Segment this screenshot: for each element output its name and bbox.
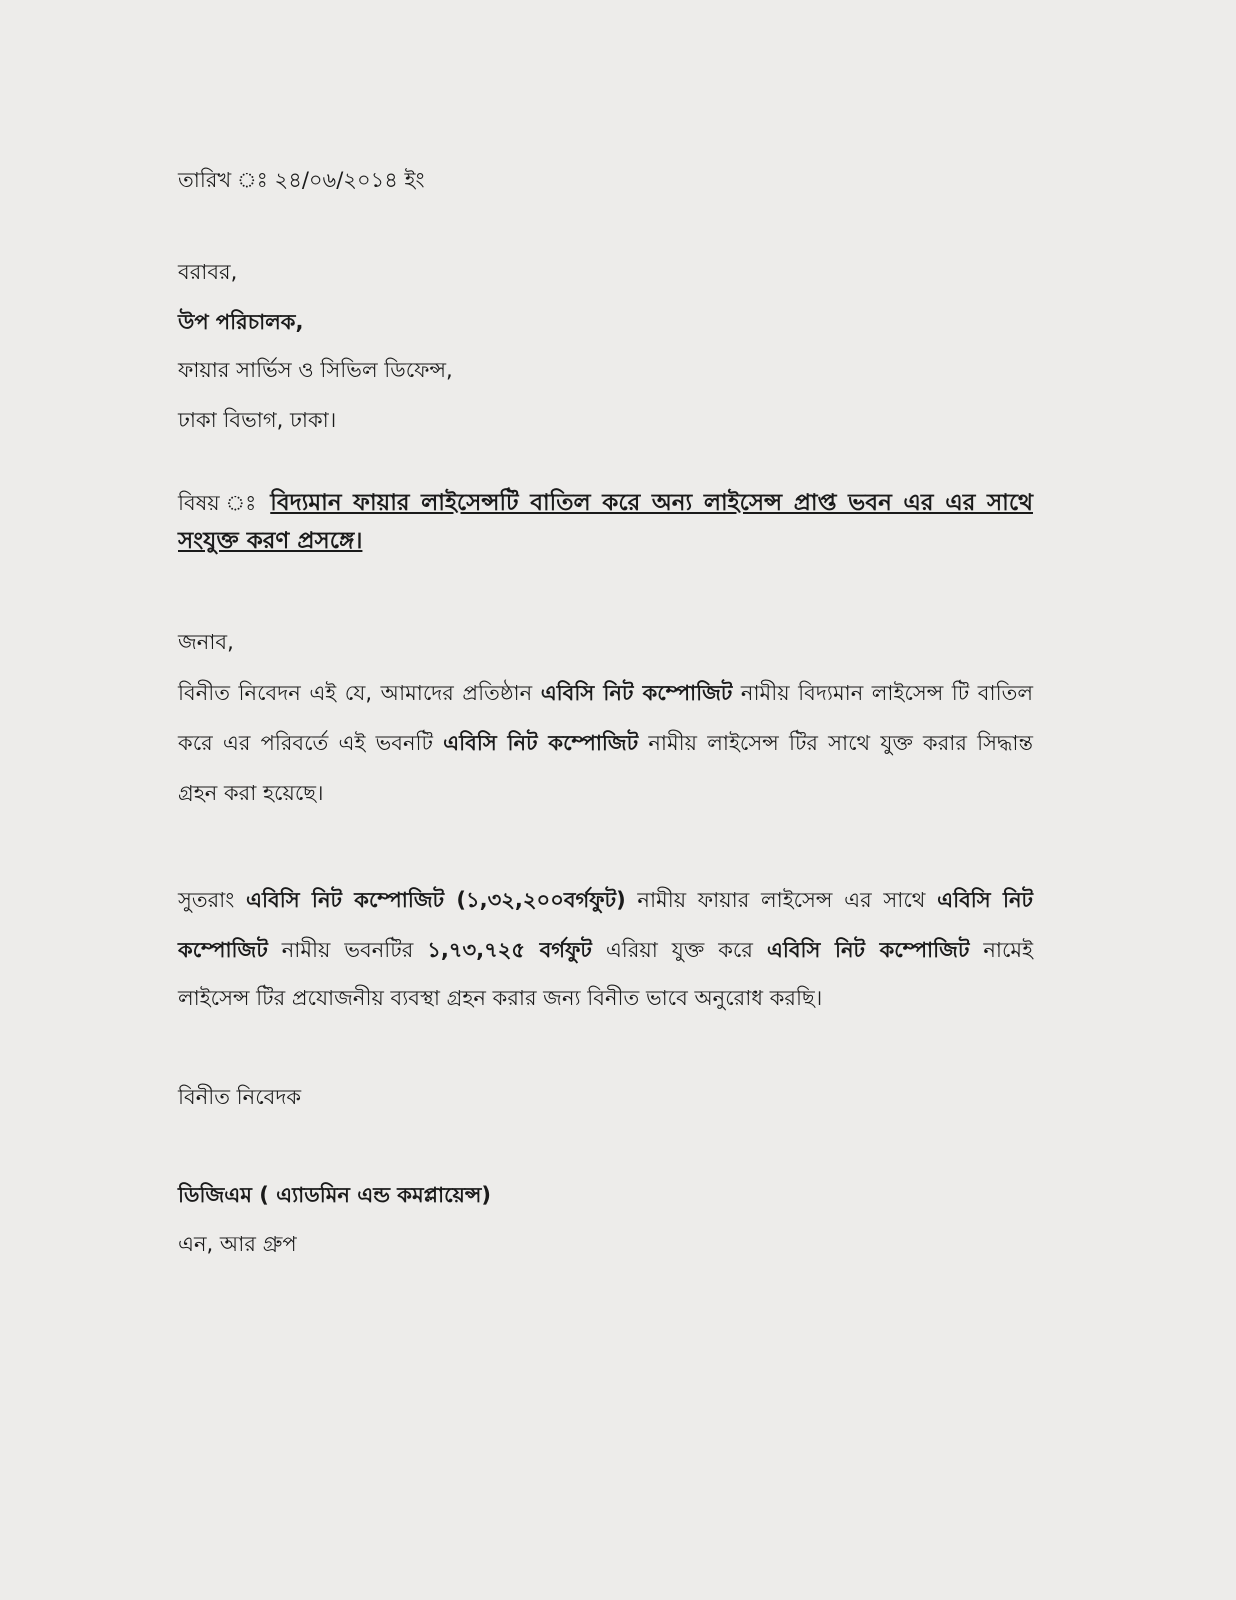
company-name: এবিসি নিট কম্পোজিট <box>540 681 733 705</box>
signatory-title: ডিজিএম ( এ্যাডমিন এন্ড কমপ্লায়েন্স) <box>178 1183 492 1207</box>
para2-line <box>178 935 1033 965</box>
recipient-office: ফায়ার সার্ভিস ও সিভিল ডিফেন্স, <box>178 358 453 382</box>
closing: বিনীত নিবেদক <box>178 1085 302 1109</box>
text: নামীয় লাইসেন্স টির সাথে যুক্ত করার সিদ্ধান্ত <box>638 731 1033 755</box>
letter-date: তারিখ ঃ ২৪/০৬/২০১৪ ইং <box>178 168 425 192</box>
company-name: এবিসি নিট কম্পোজিট <box>766 938 970 962</box>
recipient-designation: উপ পরিচালক, <box>178 310 304 334</box>
text: এরিয়া যুক্ত করে <box>591 938 767 962</box>
text: নামীয় বিদ্যমান লাইসেন্স টি বাতিল <box>732 681 1033 705</box>
subject-line-1 <box>178 488 1033 518</box>
para1-line <box>178 678 1033 708</box>
subject-label: বিষয় ঃ <box>178 491 260 515</box>
salutation: জনাব, <box>178 630 234 654</box>
text: নামীয় ভবনটির <box>267 938 428 962</box>
recipient-location: ঢাকা বিভাগ, ঢাকা। <box>178 408 337 432</box>
company-name: এবিসি নিট কম্পোজিট <box>443 731 639 755</box>
text: সুতরাং <box>178 888 247 912</box>
area-value: ১,৭৩,৭২৫ বর্গফুট <box>427 938 592 962</box>
subject-text: বিদ্যমান ফায়ার লাইসেন্সটি বাতিল করে অন্য লাইসেন্স প্রাপ্ত ভবন এর এর সাথে <box>270 490 1033 516</box>
text: নামীয় ফায়ার লাইসেন্স এর সাথে <box>625 888 938 912</box>
text: বিনীত নিবেদন এই যে, আমাদের প্রতিষ্ঠান <box>178 681 541 705</box>
para2-line <box>178 885 1033 915</box>
company-name: কম্পোজিট <box>178 938 268 962</box>
para1-line: গ্রহন করা হয়েছে। <box>178 781 324 805</box>
subject-line-2 <box>178 526 362 556</box>
text: করে এর পরিবর্তে এই ভবনটি <box>178 731 444 755</box>
company-name: এবিসি নিট কম্পোজিট (১,৩২,২০০বর্গফুট) <box>246 888 626 912</box>
text: নামেই <box>969 938 1033 962</box>
signatory-org: এন, আর গ্রুপ <box>178 1232 297 1256</box>
para2-line: লাইসেন্স টির প্রযোজনীয় ব্যবস্থা গ্রহন করার জন্য বিনীত ভাবে অনুরোধ করছি। <box>178 986 823 1010</box>
subject-text-continued: সংযুক্ত করণ প্রসঙ্গে। <box>178 528 363 554</box>
para1-line <box>178 728 1033 758</box>
recipient-to: বরাবর, <box>178 260 238 284</box>
company-name: এবিসি নিট <box>937 888 1033 912</box>
